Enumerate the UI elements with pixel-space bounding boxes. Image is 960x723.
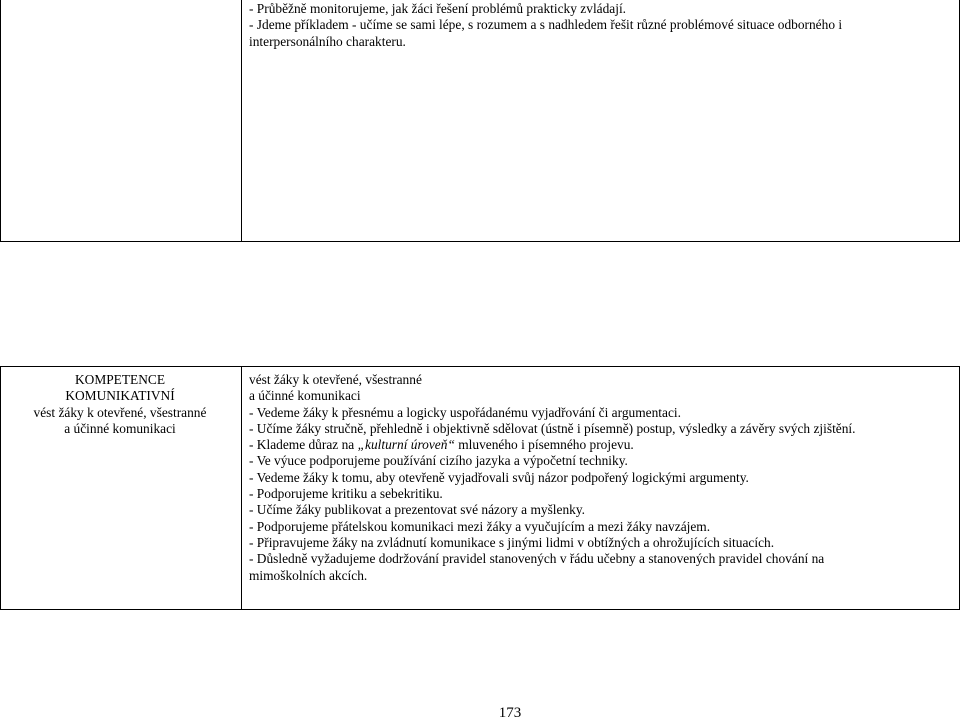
competence-title-line2: KOMUNIKATIVNÍ (65, 388, 175, 404)
competence-subtitle-line2: a účinné komunikaci (64, 420, 176, 436)
strategy-item-3-before: - Klademe důraz na (249, 437, 358, 453)
top-row-text (249, 1, 929, 50)
page-number: 173 (498, 705, 522, 721)
competence-title-line1: KOMPETENCE (74, 372, 165, 387)
strategy-item-4: - Ve výuce podporujeme používání cizího jazyka a výpočetní techniky. (249, 453, 628, 469)
top-row-line-1: - Průběžně monitorujeme, jak žáci řešení problémů prakticky zvládají. (249, 1, 627, 16)
strategy-item-3-after: mluveného i písemného projevu. (454, 437, 634, 453)
top-row-line-2: - Jdeme příkladem - učíme se sami lépe, s rozumem a s nadhledem řešit různé problémové situace odborného i (249, 17, 843, 33)
strategy-item-9: - Připravujeme žáky na zvládnutí komunikace s jinými lidmi v obtížných a ohrožujících situacích. (249, 534, 775, 550)
strategy-item-3-italic: „kulturní úroveň“ (357, 437, 455, 453)
strategy-item-10-line1: - Důsledně vyžadujeme dodržování pravidel stanovených v řádu učebny a stanovených pravidel chování na (249, 551, 825, 567)
strategy-item-1: - Vedeme žáky k přesnému a logicky uspořádanému vyjadřování či argumentaci. (249, 404, 681, 420)
top-row-line-3: interpersonálního charakteru. (249, 33, 406, 49)
strategies-intro-line1: vést žáky k otevřené, všestranné (249, 372, 422, 387)
strategy-item-8: - Podporujeme přátelskou komunikaci mezi žáky a vyučujícím a mezi žáky navzájem. (249, 518, 711, 534)
strategy-item-6: - Podporujeme kritiku a sebekritiku. (249, 486, 443, 502)
strategies-intro-line2: a účinné komunikaci (249, 388, 361, 404)
strategy-item-2: - Učíme žáky stručně, přehledně i objektivně sdělovat (ústně i písemně) postup, výsledky a závěry svých zjištění. (249, 420, 856, 436)
competence-heading (4, 372, 236, 437)
strategies-text (249, 372, 929, 584)
strategy-item-3 (249, 437, 929, 453)
competence-subtitle-line1: vést žáky k otevřené, všestranné (33, 404, 207, 420)
strategy-item-5: - Vedeme žáky k tomu, aby otevřeně vyjadřovali svůj názor podpořený logickými argumenty. (249, 469, 749, 485)
strategy-item-7: - Učíme žáky publikovat a prezentovat své názory a myšlenky. (249, 502, 586, 518)
top-row-left-cell (0, 0, 242, 242)
strategy-item-10-line2: mimoškolních akcích. (249, 567, 368, 583)
